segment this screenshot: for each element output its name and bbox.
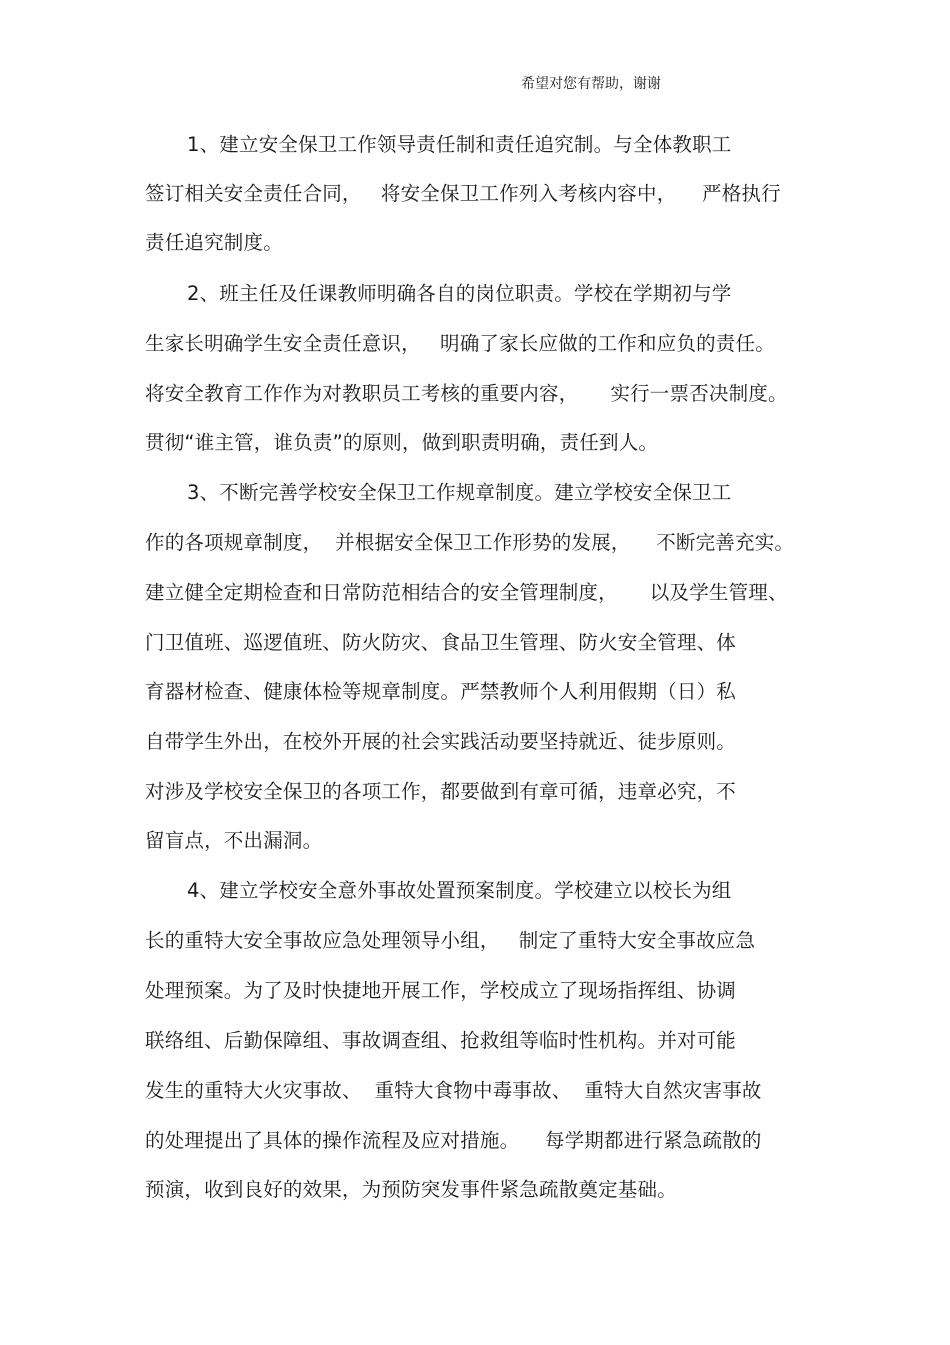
page-header-note: 希望对您有帮助，谢谢 <box>521 76 661 92</box>
paragraph-4-line-5: 发生的重特大火灾事故、 重特大食物中毒事故、 重特大自然灾害事故 <box>145 1079 762 1102</box>
paragraph-4-line-4: 联络组、后勤保障组、事故调查组、抢救组等临时性机构。并对可能 <box>145 1029 737 1052</box>
paragraph-3-line-3: 建立健全定期检查和日常防范相结合的安全管理制度， 以及学生管理、 <box>145 581 788 604</box>
paragraph-3-line-4: 门卫值班、巡逻值班、防火防灾、食品卫生管理、防火安全管理、体 <box>145 631 737 654</box>
paragraph-3-line-8: 留盲点，不出漏洞。 <box>145 829 323 852</box>
paragraph-4-line-7: 预演，收到良好的效果，为预防突发事件紧急疏散奠定基础。 <box>145 1178 677 1201</box>
paragraph-3-line-2: 作的各项规章制度， 并根据安全保卫工作形势的发展， 不断完善充实。 <box>145 531 795 554</box>
paragraph-2-line-2: 生家长明确学生安全责任意识， 明确了家长应做的工作和应负的责任。 <box>145 332 775 355</box>
paragraph-1-line-1: 1、建立安全保卫工作领导责任制和责任追究制。与全体教职工 <box>187 133 732 156</box>
paragraph-4-line-6: 的处理提出了具体的操作流程及应对措施。 每学期都进行紧急疏散的 <box>145 1129 762 1152</box>
paragraph-1-line-2: 签订相关安全责任合同， 将安全保卫工作列入考核内容中， 严格执行 <box>145 182 781 205</box>
paragraph-2-line-4: 贯彻“谁主管，谁负责”的原则，做到职责明确，责任到人。 <box>145 431 659 454</box>
paragraph-4-line-2: 长的重特大安全事故应急处理领导小组， 制定了重特大安全事故应急 <box>145 929 756 952</box>
paragraph-1-line-3: 责任追究制度。 <box>145 231 283 254</box>
paragraph-3-line-7: 对涉及学校安全保卫的各项工作，都要做到有章可循，违章必究，不 <box>145 780 737 803</box>
paragraph-2-line-3: 将安全教育工作作为对教职员工考核的重要内容， 实行一票否决制度。 <box>145 382 788 405</box>
paragraph-4-line-1: 4、建立学校安全意外事故处置预案制度。学校建立以校长为组 <box>187 879 732 902</box>
paragraph-3-line-5: 育器材检查、健康体检等规章制度。严禁教师个人利用假期（日）私 <box>145 680 737 703</box>
paragraph-3-line-6: 自带学生外出，在校外开展的社会实践活动要坚持就近、徒步原则。 <box>145 730 737 753</box>
paragraph-4-line-3: 处理预案。为了及时快捷地开展工作，学校成立了现场指挥组、协调 <box>145 979 737 1002</box>
paragraph-3-line-1: 3、不断完善学校安全保卫工作规章制度。建立学校安全保卫工 <box>187 481 732 504</box>
paragraph-2-line-1: 2、班主任及任课教师明确各自的岗位职责。学校在学期初与学 <box>187 282 732 305</box>
